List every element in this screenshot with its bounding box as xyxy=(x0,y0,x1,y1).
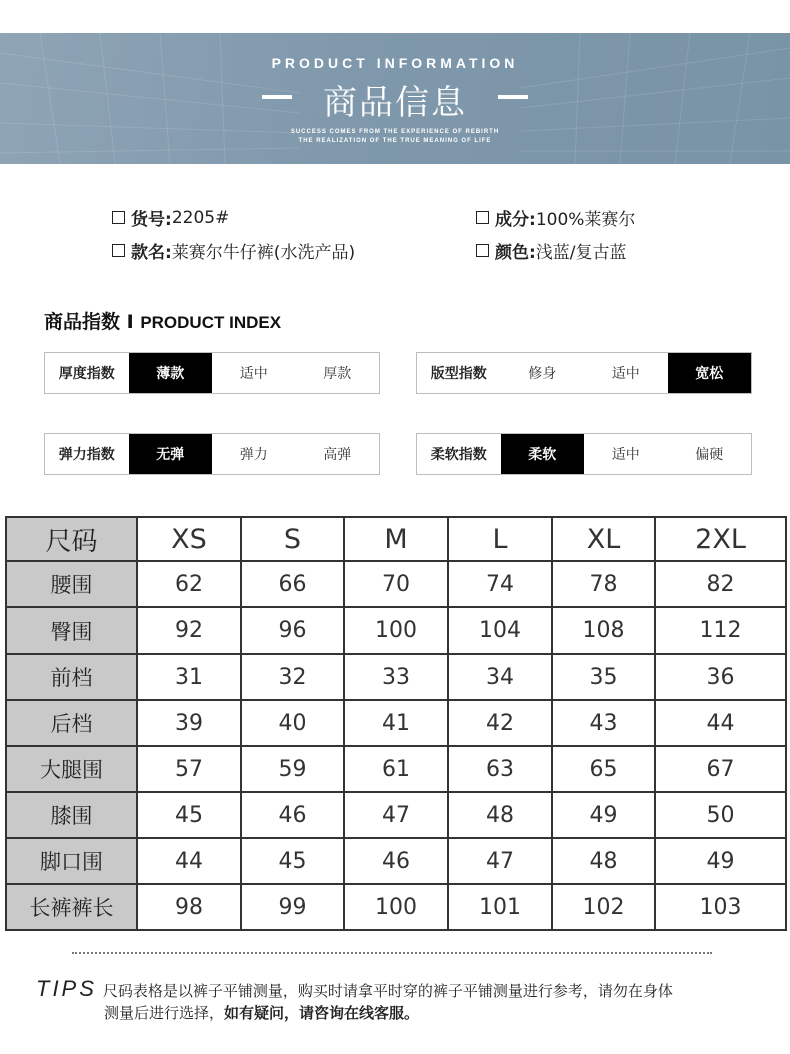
row-label: 腰围 xyxy=(6,561,137,607)
index-option: 适中 xyxy=(611,447,640,463)
index-option: 适中 xyxy=(239,366,268,382)
row-label: 膝围 xyxy=(6,792,137,838)
table-cell: 100 xyxy=(344,607,448,654)
banner-dash-right xyxy=(498,95,528,99)
table-cell: 48 xyxy=(448,792,552,838)
banner-subtitle-2: THE REALIZATION OF THE TRUE MEANING OF LIFE xyxy=(298,138,492,144)
table-cell: 78 xyxy=(552,561,655,607)
index-option-selected: 无弹 xyxy=(129,434,213,474)
table-row xyxy=(6,561,786,607)
color-value: 浅蓝/复古蓝 xyxy=(535,243,627,263)
row-label: 臀围 xyxy=(6,607,137,654)
section-title-cn: 商品指数 I xyxy=(44,311,141,333)
size-table-header-cell: L xyxy=(448,517,552,561)
table-cell: 32 xyxy=(241,654,344,700)
material-key: 成分: xyxy=(495,210,536,230)
table-cell: 41 xyxy=(344,700,448,746)
index-label: 厚度指数 xyxy=(58,366,115,382)
index-fit xyxy=(416,352,752,394)
table-cell: 49 xyxy=(552,792,655,838)
row-label: 后档 xyxy=(6,700,137,746)
dotted-divider xyxy=(72,952,712,954)
table-cell: 36 xyxy=(655,654,786,700)
index-thickness xyxy=(44,352,380,394)
index-option: 高弹 xyxy=(323,447,352,463)
table-cell: 103 xyxy=(655,884,786,930)
table-cell: 43 xyxy=(552,700,655,746)
table-cell: 45 xyxy=(137,792,241,838)
table-cell: 66 xyxy=(241,561,344,607)
size-table-header-cell: XS xyxy=(137,517,241,561)
tips-text-2: 测量后进行选择， xyxy=(104,1004,225,1022)
table-row xyxy=(6,746,786,792)
item-number-key: 货号: xyxy=(131,210,172,230)
table-row xyxy=(6,700,786,746)
size-table-header-cell: M xyxy=(344,517,448,561)
banner-title: 商品信息 xyxy=(323,83,467,123)
index-label: 版型指数 xyxy=(430,366,487,382)
checkbox-square-icon xyxy=(112,211,125,224)
table-cell: 34 xyxy=(448,654,552,700)
table-cell: 62 xyxy=(137,561,241,607)
index-option-selected: 薄款 xyxy=(129,353,213,393)
row-label: 大腿围 xyxy=(6,746,137,792)
table-cell: 102 xyxy=(552,884,655,930)
section-title-en: PRODUCT INDEX xyxy=(140,313,282,332)
table-cell: 70 xyxy=(344,561,448,607)
material-value: 100%莱赛尔 xyxy=(535,210,636,230)
table-cell: 96 xyxy=(241,607,344,654)
table-cell: 33 xyxy=(344,654,448,700)
index-option: 适中 xyxy=(611,366,640,382)
tips-line-2 xyxy=(104,1002,419,1023)
tips-line-1 xyxy=(36,976,673,1002)
table-cell: 49 xyxy=(655,838,786,884)
size-table-header-cell: XL xyxy=(552,517,655,561)
table-cell: 65 xyxy=(552,746,655,792)
index-label: 弹力指数 xyxy=(58,447,115,463)
tips-text-bold: 如有疑问，请咨询在线客服。 xyxy=(224,1004,420,1022)
table-cell: 50 xyxy=(655,792,786,838)
banner-english-title: PRODUCT INFORMATION xyxy=(271,55,519,71)
table-cell: 104 xyxy=(448,607,552,654)
index-option: 厚款 xyxy=(323,366,352,382)
info-color xyxy=(476,238,627,263)
index-label: 柔软指数 xyxy=(430,447,487,463)
table-cell: 46 xyxy=(344,838,448,884)
table-cell: 39 xyxy=(137,700,241,746)
banner xyxy=(0,33,790,164)
size-table-header-cell: 尺码 xyxy=(6,517,137,561)
table-row xyxy=(6,838,786,884)
table-cell: 40 xyxy=(241,700,344,746)
table-cell: 98 xyxy=(137,884,241,930)
table-cell: 42 xyxy=(448,700,552,746)
table-cell: 82 xyxy=(655,561,786,607)
info-style-name xyxy=(112,238,355,263)
table-cell: 44 xyxy=(137,838,241,884)
table-cell: 99 xyxy=(241,884,344,930)
info-material xyxy=(476,205,635,230)
index-option: 弹力 xyxy=(239,447,268,463)
size-table-header-cell: 2XL xyxy=(655,517,786,561)
item-number-value: 2205# xyxy=(171,207,230,228)
table-cell: 48 xyxy=(552,838,655,884)
style-name-value: 莱赛尔牛仔裤(水洗产品) xyxy=(171,243,356,263)
table-row xyxy=(6,792,786,838)
table-cell: 61 xyxy=(344,746,448,792)
table-cell: 92 xyxy=(137,607,241,654)
checkbox-square-icon xyxy=(476,211,489,224)
table-cell: 57 xyxy=(137,746,241,792)
checkbox-square-icon xyxy=(476,244,489,257)
style-name-key: 款名: xyxy=(131,243,172,263)
section-title-product-index xyxy=(44,307,281,334)
table-cell: 47 xyxy=(344,792,448,838)
table-cell: 67 xyxy=(655,746,786,792)
table-cell: 46 xyxy=(241,792,344,838)
table-cell: 44 xyxy=(655,700,786,746)
size-table xyxy=(5,516,787,931)
index-option-selected: 柔软 xyxy=(501,434,585,474)
index-elasticity xyxy=(44,433,380,475)
row-label: 脚口围 xyxy=(6,838,137,884)
table-row xyxy=(6,654,786,700)
info-item-number xyxy=(112,205,229,230)
index-option: 修身 xyxy=(528,366,557,382)
tips-text-1: 尺码表格是以裤子平铺测量，购买时请拿平时穿的裤子平铺测量进行参考，请勿在身体 xyxy=(102,982,673,1000)
table-cell: 31 xyxy=(137,654,241,700)
table-cell: 108 xyxy=(552,607,655,654)
size-table-header-cell: S xyxy=(241,517,344,561)
checkbox-square-icon xyxy=(112,244,125,257)
table-cell: 47 xyxy=(448,838,552,884)
tips-label: TIPS xyxy=(36,976,97,1001)
index-option-selected: 宽松 xyxy=(668,353,752,393)
index-option: 偏硬 xyxy=(695,447,724,463)
table-cell: 101 xyxy=(448,884,552,930)
table-cell: 59 xyxy=(241,746,344,792)
table-row xyxy=(6,607,786,654)
table-cell: 63 xyxy=(448,746,552,792)
table-cell: 45 xyxy=(241,838,344,884)
table-row xyxy=(6,884,786,930)
index-softness xyxy=(416,433,752,475)
table-cell: 74 xyxy=(448,561,552,607)
banner-subtitle-1: SUCCESS COMES FROM THE EXPERIENCE OF REBIRTH xyxy=(290,129,500,135)
color-key: 颜色: xyxy=(495,243,536,263)
table-cell: 112 xyxy=(655,607,786,654)
row-label: 长裤裤长 xyxy=(6,884,137,930)
row-label: 前档 xyxy=(6,654,137,700)
table-cell: 35 xyxy=(552,654,655,700)
table-cell: 100 xyxy=(344,884,448,930)
size-table-header-row xyxy=(6,517,786,561)
